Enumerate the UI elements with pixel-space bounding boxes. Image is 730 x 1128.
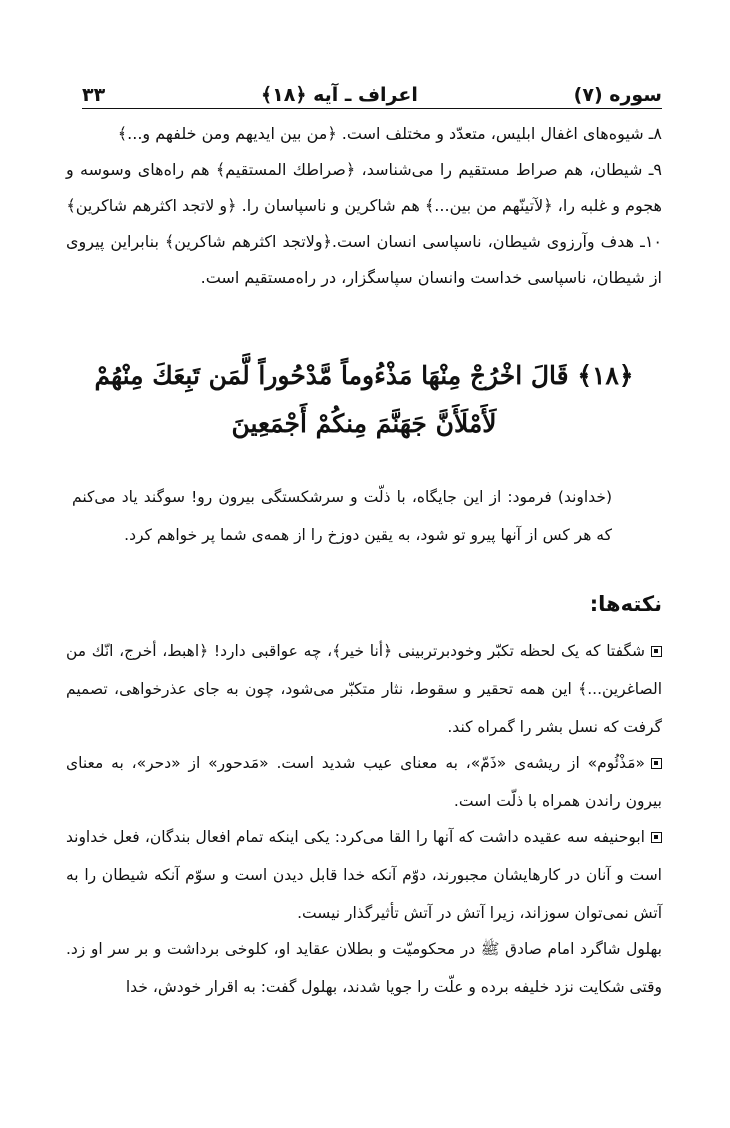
verse-text: قَالَ اخْرُجْ مِنْهَا مَذْءُوماً مَّدْحُوراً لَّمَن تَبِعَكَ مِنْهُمْ لَأَمْلَأَنَّ جَهَنَّمَ مِنكُمْ أَجْمَعِينَ (94, 361, 569, 438)
header-divider (82, 108, 662, 109)
notes-heading: نکته‌ها: (589, 592, 662, 616)
verse-translation: (خداوند) فرمود: از این جایگاه، با ذلّت و سرشکستگی بیرون رو! سوگند یاد می‌کنم که هر کس از آنها پیرو تو شود، به یقین دوزخ را از همه‌ی شما پر خواهم کرد. (72, 488, 612, 544)
page-number: ۳۳ (82, 84, 106, 106)
square-bullet-icon (651, 832, 662, 843)
page-header (82, 72, 662, 106)
point-9: ۹ـ شیطان، هم صراط مستقیم را می‌شناسد، ﴿صراطك المستقیم﴾ هم راه‌های وسوسه و هجوم و غلبه را، ﴿لآتینّهم من بین...﴾ هم شاکرین و ناسپاسان را. ﴿و لاتجد اکثرهم شاکرین﴾ (66, 160, 662, 215)
point-8: ۸ـ شیوه‌های اغفال ابلیس، متعدّد و مختلف است. ﴿من بین ایدیهم ومن خلفهم و...﴾ (117, 124, 662, 143)
note-item (66, 818, 662, 932)
quran-verse (66, 352, 662, 448)
note-text: ابوحنیفه سه عقیده داشت که آنها را القا می‌کرد: یکی اینکه تمام افعال بندگان، فعل خداوند است و آنان در کارهایشان مجبورند، دوّم آنکه خدا قابل دیدن است و سوّم آنکه شیطان را به آتش نمی‌توان سوزاند، زیرا آتش در آتش تأثیرگذار نیست. (66, 828, 662, 922)
verse-number: ﴿۱۸﴾ (577, 361, 634, 390)
point-10: ۱۰ـ هدف وآرزوی شیطان، ناسپاسی انسان است.﴿ولاتجد اکثرهم شاکرین﴾ بنابراین پیروی از شیطان، ناسپاسی خداست وانسان سپاسگزار، در راه‌مستقیم است. (66, 232, 662, 287)
note-item (66, 632, 662, 746)
square-bullet-icon (651, 646, 662, 657)
points-list (66, 116, 662, 296)
ayah-label: اعراف ـ آیه ﴿۱۸﴾ (260, 84, 418, 106)
note-text: «مَذْئُوم» از ریشه‌ی «ذَمّ»، به معنای عیب شدید است. «مَدحور» از «دحر»، به معنای بیرون راندن همراه با ذلّت است. (66, 754, 662, 810)
note-item (66, 744, 662, 820)
surah-label: سوره (۷) (573, 84, 662, 106)
note-text: شگفتا که یک لحظه تکبّر وخودبرتربینی ﴿أنا خیر﴾، چه عواقبی دارد! ﴿اهبط، أخرج، انّك من الصاغرین...﴾ این همه تحقیر و سقوط، نثار متکبّر می‌شود، چون به جای عذرخواهی، تصمیم گرفت که نسل بشر را گمراه کند. (66, 642, 662, 736)
square-bullet-icon (651, 758, 662, 769)
final-paragraph: بهلول شاگرد امام صادق ﷺ در محکومیّت و بطلان عقاید او، کلوخی برداشت و بر سر او زد. وقتی شکایت نزد خلیفه برده و علّت را جویا شدند، بهلول گفت: به اقرار خودش، خدا (66, 940, 662, 996)
